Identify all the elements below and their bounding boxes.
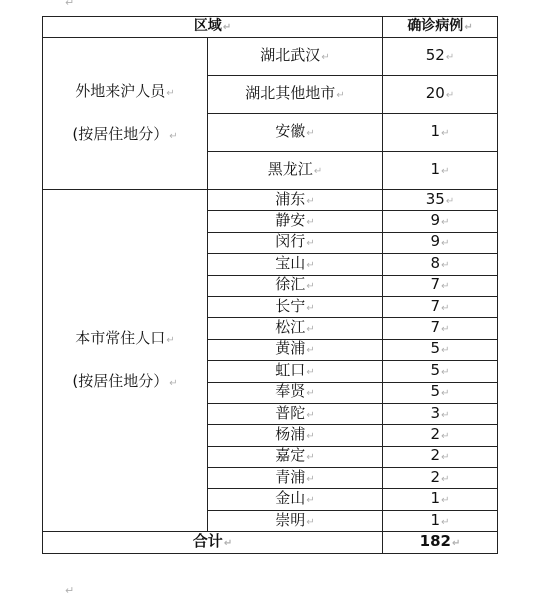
area-name: 嘉定	[275, 446, 306, 465]
case-count: 2	[430, 446, 441, 465]
area-name: 黑龙江	[267, 160, 313, 178]
header-confirmed	[383, 17, 498, 38]
cell-mark: ↵	[306, 302, 315, 314]
area-name: 普陀	[275, 403, 306, 422]
count-cell	[383, 275, 498, 296]
area-cell	[208, 489, 383, 510]
count-cell	[383, 76, 498, 114]
cell-mark: ↵	[441, 430, 450, 442]
area-cell	[208, 275, 383, 296]
group-label-line	[43, 71, 207, 114]
case-count: 3	[430, 403, 441, 422]
cell-mark: ↵	[306, 324, 315, 336]
case-count: 7	[430, 275, 441, 294]
case-count: 35	[425, 189, 445, 208]
case-count: 1	[430, 160, 441, 178]
cell-mark: ↵	[336, 90, 345, 101]
cell-mark: ↵	[306, 388, 315, 400]
area-cell	[208, 382, 383, 403]
total-value: 182	[419, 532, 451, 551]
count-cell	[383, 382, 498, 403]
total-row	[43, 532, 498, 554]
cell-mark: ↵	[445, 90, 455, 101]
area-name: 黄浦	[275, 339, 306, 358]
count-cell	[383, 510, 498, 531]
cell-mark: ↵	[306, 366, 315, 378]
area-cell	[208, 152, 383, 190]
cell-mark: ↵	[306, 430, 315, 442]
area-cell	[208, 76, 383, 114]
cell-mark: ↵	[441, 166, 450, 177]
cell-mark: ↵	[441, 366, 450, 378]
area-cell	[208, 296, 383, 317]
cell-mark: ↵	[441, 473, 450, 485]
cell-mark: ↵	[306, 238, 315, 250]
area-name: 杨浦	[275, 424, 306, 443]
cell-mark: ↵	[464, 22, 473, 33]
cell-mark: ↵	[313, 166, 323, 177]
case-count: 1	[430, 510, 441, 529]
paragraph-mark-bottom: ↵	[65, 584, 75, 597]
group-title: 外地来沪人员	[75, 81, 166, 100]
area-name: 徐汇	[275, 275, 306, 294]
case-count: 5	[430, 382, 441, 401]
area-name: 闵行	[275, 232, 306, 251]
cell-mark: ↵	[306, 128, 315, 139]
cell-mark: ↵	[441, 516, 450, 528]
paragraph-mark-top: ↵	[65, 0, 75, 9]
area-cell	[208, 211, 383, 232]
count-cell	[383, 114, 498, 152]
area-name: 长宁	[275, 296, 306, 315]
case-count: 5	[430, 360, 441, 379]
cell-mark: ↵	[306, 516, 315, 528]
case-count: 2	[430, 467, 441, 486]
cell-mark: ↵	[441, 238, 450, 250]
cell-mark: ↵	[441, 345, 450, 357]
group-label-cell	[43, 38, 208, 190]
cell-mark: ↵	[441, 409, 450, 421]
count-cell	[383, 318, 498, 339]
case-count: 7	[430, 296, 441, 315]
area-name: 崇明	[275, 510, 306, 529]
count-cell	[383, 489, 498, 510]
case-count: 9	[430, 232, 441, 251]
area-cell	[208, 38, 383, 76]
case-count: 2	[430, 424, 441, 443]
area-cell	[208, 190, 383, 211]
cell-mark: ↵	[306, 473, 315, 485]
cell-mark: ↵	[441, 388, 450, 400]
cell-mark: ↵	[306, 495, 315, 507]
group-title: 本市常住人口	[75, 328, 166, 347]
area-name: 宝山	[275, 253, 306, 272]
cell-mark: ↵	[306, 409, 315, 421]
count-cell	[383, 38, 498, 76]
group-label-line	[43, 318, 207, 361]
area-cell	[208, 468, 383, 489]
area-name: 虹口	[275, 360, 306, 379]
cell-mark: ↵	[166, 87, 175, 99]
cell-mark: ↵	[306, 452, 315, 464]
table-row	[43, 38, 498, 76]
cell-mark: ↵	[441, 302, 450, 314]
cell-mark: ↵	[169, 130, 178, 142]
case-count: 20	[425, 84, 445, 102]
area-name: 安徽	[275, 122, 306, 140]
case-count: 8	[430, 253, 441, 272]
total-label: 合计	[192, 532, 223, 551]
cell-mark: ↵	[441, 324, 450, 336]
cell-mark: ↵	[306, 281, 315, 293]
count-cell	[383, 468, 498, 489]
area-name: 湖北武汉	[260, 46, 321, 64]
case-count: 52	[425, 46, 445, 64]
area-cell	[208, 318, 383, 339]
total-value-cell	[383, 532, 498, 554]
cell-mark: ↵	[451, 538, 461, 550]
case-table	[42, 16, 498, 554]
cell-mark: ↵	[441, 452, 450, 464]
area-name: 金山	[275, 489, 306, 508]
case-count: 5	[430, 339, 441, 358]
case-count: 9	[430, 211, 441, 230]
cell-mark: ↵	[306, 217, 315, 229]
cell-mark: ↵	[441, 217, 450, 229]
header-row	[43, 17, 498, 38]
area-name: 奉贤	[275, 382, 306, 401]
group-subtitle: (按居住地分）	[72, 124, 169, 143]
cell-mark: ↵	[223, 538, 233, 550]
count-cell	[383, 446, 498, 467]
cell-mark: ↵	[441, 128, 450, 139]
group-label-line	[43, 114, 207, 157]
count-cell	[383, 403, 498, 424]
area-cell	[208, 446, 383, 467]
area-name: 浦东	[275, 189, 306, 208]
cell-mark: ↵	[321, 52, 330, 63]
area-cell	[208, 425, 383, 446]
header-region	[43, 17, 383, 38]
count-cell	[383, 232, 498, 253]
area-cell	[208, 403, 383, 424]
area-cell	[208, 510, 383, 531]
cell-mark: ↵	[441, 259, 450, 271]
area-cell	[208, 361, 383, 382]
area-name: 松江	[275, 318, 306, 337]
case-count: 1	[430, 489, 441, 508]
table-row	[43, 190, 498, 211]
cell-mark: ↵	[441, 281, 450, 293]
group-subtitle: (按居住地分）	[72, 371, 169, 390]
count-cell	[383, 425, 498, 446]
total-label-cell	[43, 532, 383, 554]
area-name: 青浦	[275, 467, 306, 486]
group-label-line	[43, 361, 207, 404]
count-cell	[383, 254, 498, 275]
group-label-cell	[43, 190, 208, 532]
cell-mark: ↵	[306, 259, 315, 271]
cell-mark: ↵	[306, 195, 315, 207]
case-count: 7	[430, 318, 441, 337]
cell-mark: ↵	[445, 52, 455, 63]
area-name: 静安	[275, 211, 306, 230]
count-cell	[383, 190, 498, 211]
cell-mark: ↵	[445, 195, 455, 207]
count-cell	[383, 152, 498, 190]
count-cell	[383, 296, 498, 317]
cell-mark: ↵	[222, 22, 232, 33]
header-region-label: 区域	[193, 18, 222, 34]
count-cell	[383, 211, 498, 232]
header-confirmed-label: 确诊病例	[407, 18, 464, 34]
count-cell	[383, 361, 498, 382]
area-cell	[208, 339, 383, 360]
cell-mark: ↵	[169, 377, 178, 389]
count-cell	[383, 339, 498, 360]
area-cell	[208, 254, 383, 275]
case-count: 1	[430, 122, 441, 140]
cell-mark: ↵	[166, 334, 175, 346]
cell-mark: ↵	[306, 345, 315, 357]
area-cell	[208, 114, 383, 152]
area-cell	[208, 232, 383, 253]
cell-mark: ↵	[441, 495, 450, 507]
area-name: 湖北其他地市	[245, 84, 336, 102]
